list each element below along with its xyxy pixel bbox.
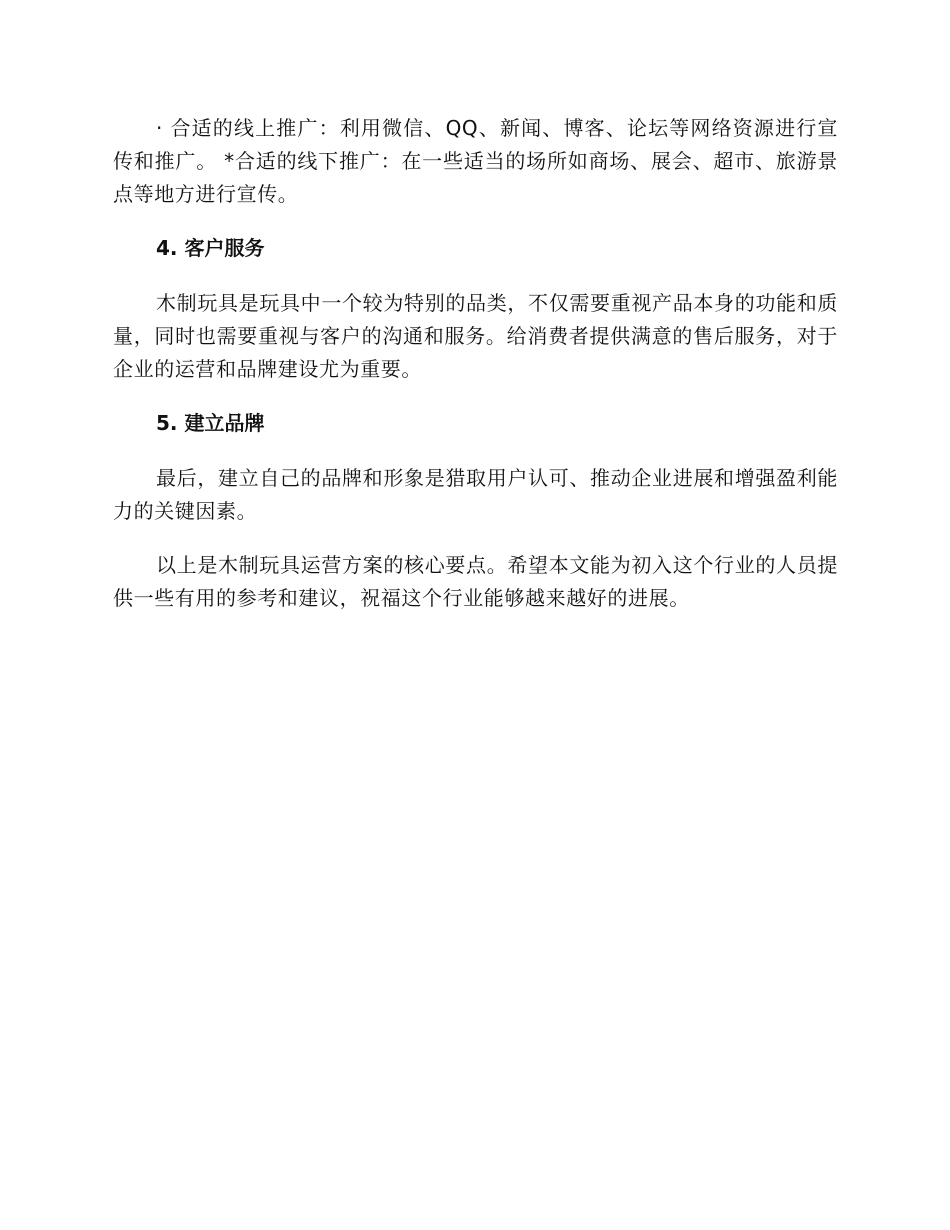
paragraph-promotion: · 合适的线上推广：利用微信、QQ、新闻、博客、论坛等网络资源进行宣传和推广。 *合适的线下推广：在一些适当的场所如商场、展会、超市、旅游景点等地方进行宣传。: [113, 116, 838, 206]
section-heading-build-brand: 5. 建立品牌: [156, 411, 265, 435]
paragraph-brand: 最后，建立自己的品牌和形象是猎取用户认可、推动企业进展和增强盈利能力的关键因素。: [113, 466, 838, 523]
document-page: [113, 112, 838, 636]
section-heading-customer-service: 4. 客户服务: [156, 236, 265, 260]
paragraph-customer-service: 木制玩具是玩具中一个较为特别的品类，不仅需要重视产品本身的功能和质量，同时也需要重视与客户的沟通和服务。给消费者提供满意的售后服务，对于企业的运营和品牌建设尤为重要。: [113, 291, 838, 381]
paragraph-conclusion: 以上是木制玩具运营方案的核心要点。希望本文能为初入这个行业的人员提供一些有用的参考和建议，祝福这个行业能够越来越好的进展。: [113, 553, 838, 610]
